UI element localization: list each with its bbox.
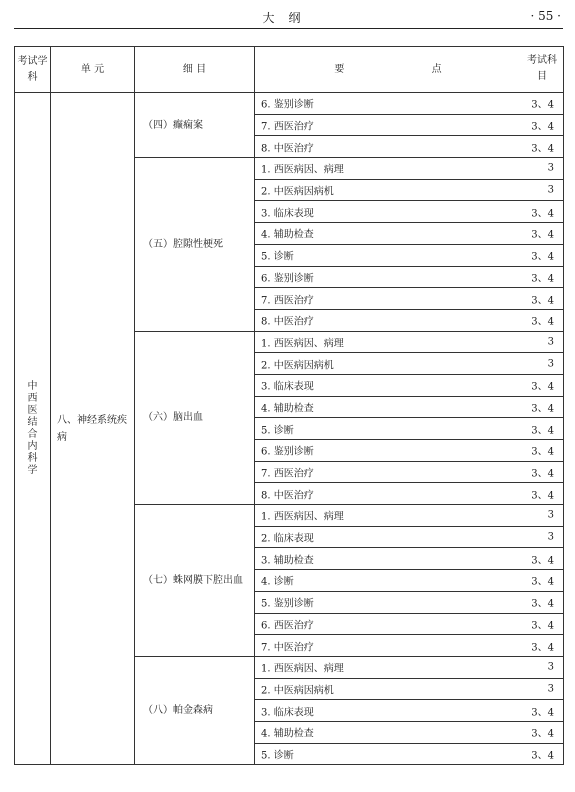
exam-level: 3、4 bbox=[531, 208, 554, 220]
point-cell bbox=[255, 158, 564, 180]
exam-level: 3、4 bbox=[531, 490, 554, 502]
point-text: 4. 辅助检查 bbox=[261, 403, 314, 415]
col-header-level: 考试科目 bbox=[527, 55, 557, 82]
exam-level: 3、4 bbox=[531, 707, 554, 719]
point-cell bbox=[255, 656, 564, 678]
exam-level: 3、4 bbox=[531, 316, 554, 328]
point-cell bbox=[255, 440, 564, 462]
point-cell bbox=[255, 288, 564, 310]
point-text: 7. 西医治疗 bbox=[261, 468, 314, 480]
point-text: 3. 临床表现 bbox=[261, 707, 314, 719]
point-cell bbox=[255, 114, 564, 136]
exam-level: 3、4 bbox=[531, 598, 554, 610]
point-text: 5. 诊断 bbox=[261, 425, 294, 437]
point-cell bbox=[255, 678, 564, 700]
point-cell bbox=[255, 526, 564, 548]
item-label: （四）癫痫案 bbox=[143, 119, 203, 131]
exam-level: 3 bbox=[547, 358, 554, 370]
item-cell bbox=[135, 158, 255, 332]
table-row bbox=[15, 93, 564, 115]
item-cell bbox=[135, 505, 255, 657]
point-cell bbox=[255, 201, 564, 223]
point-text: 4. 诊断 bbox=[261, 576, 294, 588]
point-cell bbox=[255, 179, 564, 201]
point-cell bbox=[255, 613, 564, 635]
page-number: · 55 · bbox=[530, 9, 561, 23]
exam-level: 3、4 bbox=[531, 555, 554, 567]
col-header-point-label: 要 点 bbox=[334, 63, 484, 75]
point-cell bbox=[255, 721, 564, 743]
point-text: 7. 西医治疗 bbox=[261, 121, 314, 133]
point-text: 6. 鉴别诊断 bbox=[261, 99, 314, 111]
exam-level: 3、4 bbox=[531, 642, 554, 654]
point-text: 7. 西医治疗 bbox=[261, 295, 314, 307]
subject-label: 中西医结合内科学 bbox=[27, 380, 38, 476]
point-text: 2. 中医病因病机 bbox=[261, 360, 334, 372]
col-header-unit: 单 元 bbox=[51, 47, 135, 93]
point-cell bbox=[255, 93, 564, 115]
exam-level: 3、4 bbox=[531, 620, 554, 632]
point-text: 6. 西医治疗 bbox=[261, 620, 314, 632]
exam-level: 3、4 bbox=[531, 295, 554, 307]
point-cell bbox=[255, 461, 564, 483]
exam-level: 3、4 bbox=[531, 446, 554, 458]
exam-level: 3、4 bbox=[531, 99, 554, 111]
item-label: （五）腔隙性梗死 bbox=[143, 238, 223, 250]
item-cell bbox=[135, 331, 255, 505]
point-text: 1. 西医病因、病理 bbox=[261, 663, 344, 675]
exam-level: 3、4 bbox=[531, 576, 554, 588]
point-cell bbox=[255, 743, 564, 765]
page-header bbox=[14, 0, 563, 29]
point-cell bbox=[255, 635, 564, 657]
point-text: 8. 中医治疗 bbox=[261, 490, 314, 502]
exam-level: 3、4 bbox=[531, 273, 554, 285]
exam-level: 3 bbox=[547, 509, 554, 521]
item-label: （六）脑出血 bbox=[143, 412, 203, 424]
syllabus-table bbox=[14, 46, 564, 765]
point-text: 7. 中医治疗 bbox=[261, 642, 314, 654]
point-cell bbox=[255, 700, 564, 722]
subject-cell bbox=[15, 93, 51, 765]
exam-level: 3、4 bbox=[531, 750, 554, 762]
point-cell bbox=[255, 396, 564, 418]
exam-level: 3、4 bbox=[531, 381, 554, 393]
point-text: 3. 临床表现 bbox=[261, 381, 314, 393]
point-text: 4. 辅助检查 bbox=[261, 728, 314, 740]
point-cell bbox=[255, 418, 564, 440]
point-cell bbox=[255, 244, 564, 266]
point-text: 1. 西医病因、病理 bbox=[261, 164, 344, 176]
exam-level: 3、4 bbox=[531, 121, 554, 133]
point-text: 8. 中医治疗 bbox=[261, 316, 314, 328]
unit-label: 八、神经系统疾病 bbox=[57, 414, 127, 443]
running-title: 大纲 bbox=[262, 11, 315, 25]
point-cell bbox=[255, 309, 564, 331]
point-text: 8. 中医治疗 bbox=[261, 143, 314, 155]
item-label: （八）帕金森病 bbox=[143, 705, 213, 717]
point-text: 3. 辅助检查 bbox=[261, 555, 314, 567]
col-header-item: 细 目 bbox=[135, 47, 255, 93]
item-cell bbox=[135, 656, 255, 764]
item-cell bbox=[135, 93, 255, 158]
point-text: 5. 诊断 bbox=[261, 750, 294, 762]
exam-level: 3、4 bbox=[531, 468, 554, 480]
point-text: 2. 中医病因病机 bbox=[261, 685, 334, 697]
point-text: 1. 西医病因、病理 bbox=[261, 338, 344, 350]
col-header-subject: 考试学科 bbox=[15, 47, 51, 93]
point-text: 6. 鉴别诊断 bbox=[261, 273, 314, 285]
point-cell bbox=[255, 548, 564, 570]
exam-level: 3、4 bbox=[531, 403, 554, 415]
point-cell bbox=[255, 505, 564, 527]
exam-level: 3、4 bbox=[531, 143, 554, 155]
point-cell bbox=[255, 331, 564, 353]
point-text: 2. 临床表现 bbox=[261, 533, 314, 545]
point-text: 4. 辅助检查 bbox=[261, 229, 314, 241]
point-cell bbox=[255, 353, 564, 375]
col-header-point bbox=[255, 47, 564, 93]
point-cell bbox=[255, 266, 564, 288]
point-text: 3. 临床表现 bbox=[261, 208, 314, 220]
point-text: 5. 鉴别诊断 bbox=[261, 598, 314, 610]
exam-level: 3 bbox=[547, 336, 554, 348]
exam-level: 3 bbox=[547, 184, 554, 196]
point-cell bbox=[255, 483, 564, 505]
exam-level: 3 bbox=[547, 531, 554, 543]
table-body bbox=[15, 93, 564, 765]
point-cell bbox=[255, 570, 564, 592]
exam-level: 3、4 bbox=[531, 728, 554, 740]
exam-level: 3 bbox=[547, 683, 554, 695]
point-cell bbox=[255, 136, 564, 158]
item-label: （七）蛛网膜下腔出血 bbox=[143, 574, 243, 586]
unit-cell bbox=[51, 93, 135, 765]
exam-level: 3、4 bbox=[531, 425, 554, 437]
point-cell bbox=[255, 591, 564, 613]
table-header-row bbox=[15, 47, 564, 93]
exam-level: 3 bbox=[547, 661, 554, 673]
point-text: 5. 诊断 bbox=[261, 251, 294, 263]
exam-level: 3、4 bbox=[531, 251, 554, 263]
exam-level: 3 bbox=[547, 162, 554, 174]
point-cell bbox=[255, 223, 564, 245]
point-text: 1. 西医病因、病理 bbox=[261, 511, 344, 523]
point-text: 2. 中医病因病机 bbox=[261, 186, 334, 198]
point-cell bbox=[255, 374, 564, 396]
exam-level: 3、4 bbox=[531, 229, 554, 241]
point-text: 6. 鉴别诊断 bbox=[261, 446, 314, 458]
